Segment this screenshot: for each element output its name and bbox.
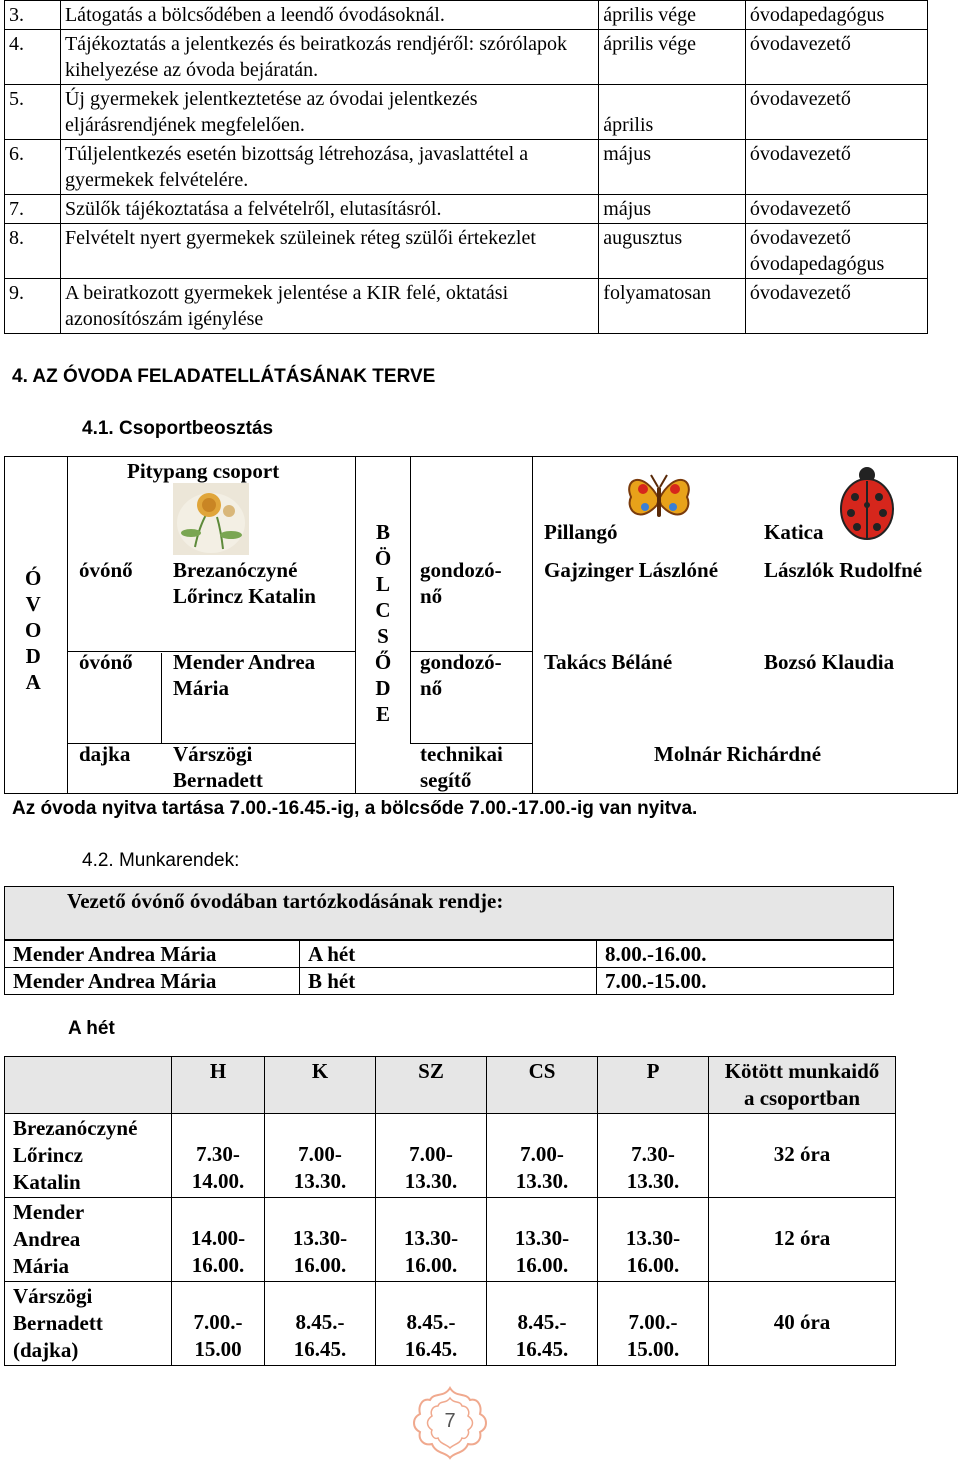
role-technikai: technikai segítő: [420, 742, 503, 792]
role-ovono-1: óvónő: [79, 558, 133, 582]
role-ovono-2: óvónő: [79, 650, 133, 674]
bolcsode-vertical-label: B Ö L C S Ő D E: [374, 520, 392, 726]
gondozo-katica-2: Bozsó Klaudia: [764, 650, 895, 674]
section-4-1-heading: 4.1. Csoportbeosztás: [82, 418, 274, 439]
role-gondozo-1: gondozó- nő: [420, 558, 502, 608]
ovoda-vertical-label: Ó V O D A: [25, 566, 42, 694]
section-4-heading: 4. AZ ÓVODA FELADATELLÁTÁSÁNAK TERVE: [12, 366, 436, 387]
role-dajka: dajka: [79, 742, 131, 766]
table-row: 6. Túljelentkezés esetén bizottság létrehozása, javaslattétel a gyermekek felvételére. május óvodavezető: [5, 140, 928, 195]
leader-schedule-table: [4, 940, 894, 995]
opening-hours-text: Az óvoda nyitva tartása 7.00.-16.45.-ig, a bölcsőde 7.00.-17.00.-ig van nyitva.: [12, 798, 698, 819]
pitypang-group-title: Pitypang csoport: [127, 459, 280, 483]
table-row: Mender Andrea Mária 14.00- 16.00. 13.30- 16.00. 13.30- 16.00. 13.30- 16.00. 13.30- 16.00. 12 óra: [5, 1198, 896, 1282]
ladybug-icon: [835, 465, 899, 541]
pillango-group-title: Pillangó: [544, 520, 618, 544]
gondozo-pillango-2: Takács Béláné: [544, 650, 673, 674]
schedule-table: [4, 0, 928, 334]
table-row: 9. A beiratkozott gyermekek jelentése a KIR felé, oktatási azonosítószám igénylése folyamatosan óvodavezető: [5, 279, 928, 334]
table-row: Mender Andrea Mária B hét 7.00.-15.00.: [5, 968, 894, 995]
bound-hours-header: Kötött munkaidő a csoportban: [709, 1057, 896, 1114]
section-4-2-heading: 4.2. Munkarendek:: [82, 850, 240, 871]
ovono-2-name: Mender Andrea Mária: [173, 650, 316, 700]
weekly-schedule-table: [4, 1056, 896, 1366]
group-assignment-table: [4, 456, 958, 794]
page-number-badge: [404, 1382, 496, 1462]
katica-group-title: Katica: [764, 520, 824, 544]
table-row: Brezanóczyné Lőrincz Katalin 7.30- 14.00. 7.00- 13.30. 7.00- 13.30. 7.00- 13.30. 7.30- 13.30. 32 óra: [5, 1114, 896, 1198]
table-header-row: H K SZ CS P Kötött munkaidő a csoportban: [5, 1057, 896, 1114]
ovono-1-name: Brezanóczyné Lőrincz Katalin: [173, 558, 316, 608]
leader-title-box: [4, 886, 894, 940]
role-gondozo-2: gondozó- nő: [420, 650, 502, 700]
dajka-name: Várszögi Bernadett: [173, 742, 263, 792]
a-het-heading: A hét: [68, 1018, 115, 1039]
table-row: 5. Új gyermekek jelentkeztetése az óvodai jelentkezés eljárásrendjének megfelelően. április óvodavezető: [5, 85, 928, 140]
gondozo-pillango-1: Gajzinger Lászlóné: [544, 558, 719, 582]
table-row: Várszögi Bernadett (dajka) 7.00.- 15.00 8.45.- 16.45. 8.45.- 16.45. 8.45.- 16.45. 7.00.- 15.00. 40 óra: [5, 1282, 896, 1366]
page-number: 7: [444, 1410, 456, 1432]
leader-title: Vezető óvónő óvodában tartózkodásának rendje:: [67, 889, 504, 913]
table-row: 3. Látogatás a bölcsődében a leendő óvodásoknál. április vége óvodapedagógus: [5, 1, 928, 30]
table-row: 7. Szülők tájékoztatása a felvételről, elutasításról. május óvodavezető: [5, 195, 928, 224]
table-row: Mender Andrea Mária A hét 8.00.-16.00.: [5, 941, 894, 968]
gondozo-katica-1: Lászlók Rudolfné: [764, 558, 923, 582]
table-row: 8. Felvételt nyert gyermekek szüleinek réteg szülői értekezlet augusztus óvodavezető óvodapedagógus: [5, 224, 928, 279]
dandelion-icon: [173, 483, 249, 555]
table-row: 4. Tájékoztatás a jelentkezés és beiratkozás rendjéről: szórólapok kihelyezése az óvoda bejáratán. április vége óvodavezető: [5, 30, 928, 85]
technikai-name: Molnár Richárdné: [654, 742, 822, 766]
butterfly-icon: [623, 469, 695, 535]
